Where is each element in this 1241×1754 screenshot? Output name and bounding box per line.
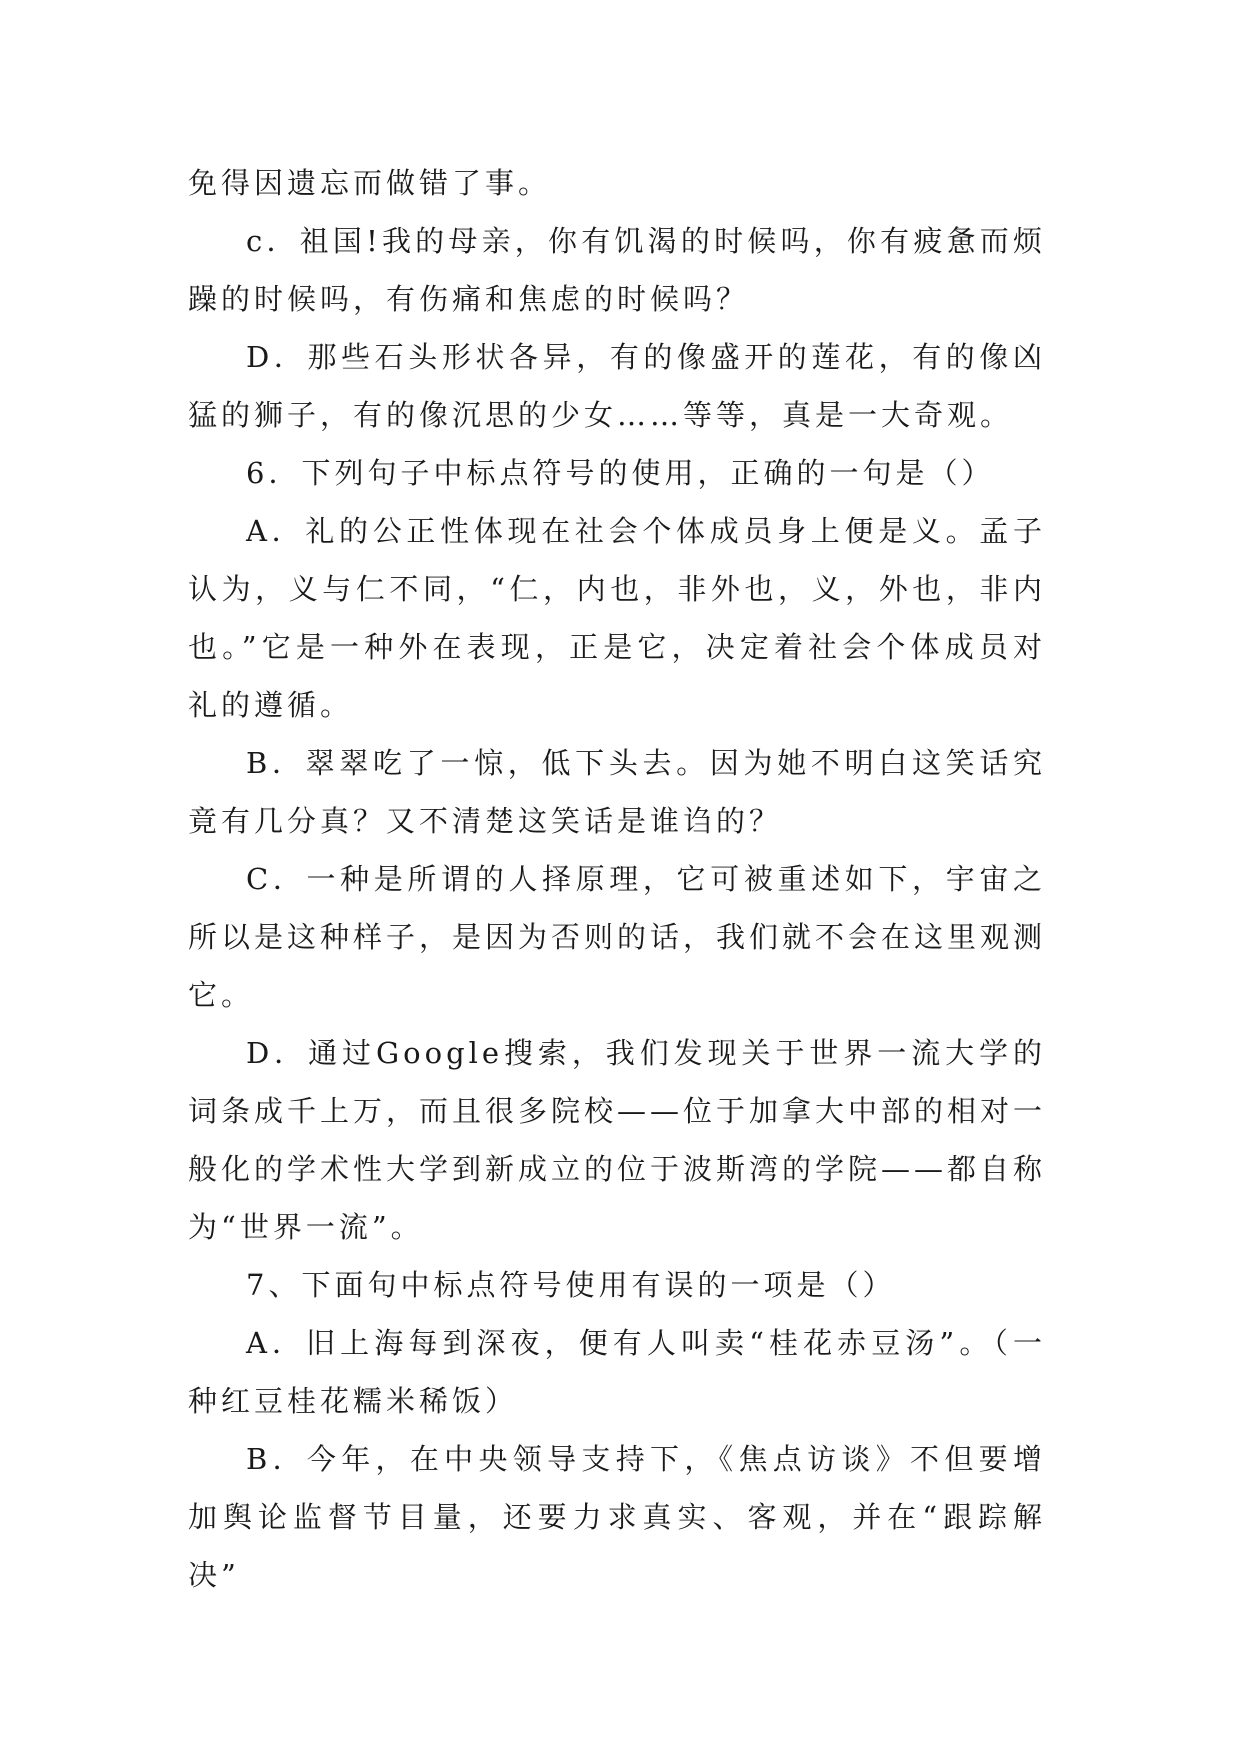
question-7-option-b: B．今年，在中央领导支持下，《焦点访谈》不但要增加舆论监督节目量，还要力求真实、客观，并在“跟踪解决” — [188, 1442, 1046, 1592]
question-6-option-a: A．礼的公正性体现在社会个体成员身上便是义。孟子认为，义与仁不同，“仁，内也，非外也，义，外也，非内也。”它是一种外在表现，正是它，决定着社会个体成员对礼的遵循。 — [188, 514, 1046, 722]
question-6-option-b: B．翠翠吃了一惊，低下头去。因为她不明白这笑话究竟有几分真？又不清楚这笑话是谁诌的？ — [188, 746, 1046, 838]
option-d-paragraph: D．那些石头形状各异，有的像盛开的莲花，有的像凶猛的狮子，有的像沉思的少女……等等，真是一大奇观。 — [188, 340, 1046, 432]
question-6-stem: 6．下列句子中标点符号的使用，正确的一句是（） — [246, 456, 995, 490]
question-6-option-c: C．一种是所谓的人择原理，它可被重述如下，宇宙之所以是这种样子，是因为否则的话，我们就不会在这里观测它。 — [188, 862, 1047, 1012]
question-6-option-d: D．通过Google搜索，我们发现关于世界一流大学的词条成千上万，而且很多院校——位于加拿大中部的相对一般化的学术性大学到新成立的位于波斯湾的学院——都自称为“世界一流”。 — [188, 1036, 1047, 1244]
option-c-paragraph: c．祖国!我的母亲，你有饥渴的时候吗，你有疲惫而烦躁的时候吗，有伤痛和焦虑的时候吗？ — [188, 224, 1046, 316]
paragraph-continuation: 免得因遗忘而做错了事。 — [188, 166, 552, 200]
document-body — [188, 154, 1046, 1604]
question-7-stem: 7、下面句中标点符号使用有误的一项是（） — [246, 1268, 896, 1302]
question-7-option-a: A．旧上海每到深夜，便有人叫卖“桂花赤豆汤”。（一种红豆桂花糯米稀饭） — [188, 1326, 1046, 1418]
